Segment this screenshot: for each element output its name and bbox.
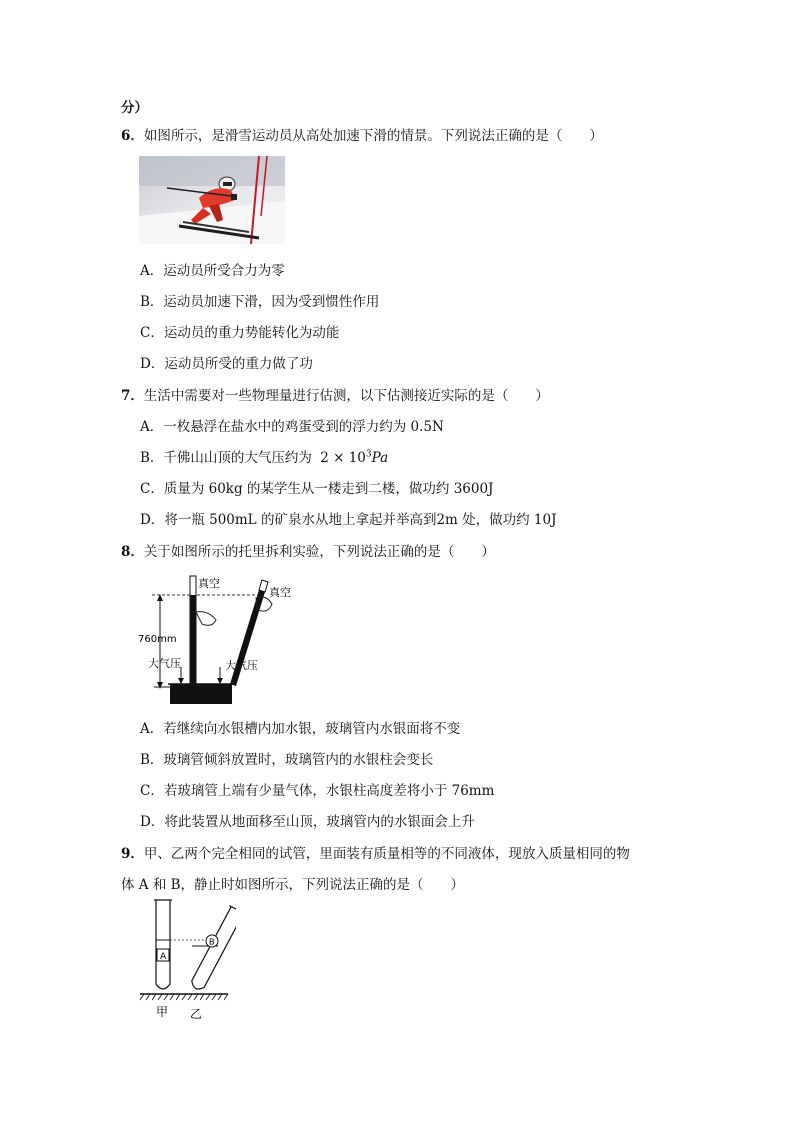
question-6-option-c: C．运动员的重力势能转化为动能 (140, 325, 340, 341)
fig8-label-atm-1: 大气压 (148, 657, 181, 670)
fig8-label-vacuum-1: 真空 (198, 577, 220, 590)
question-7-stem: 生活中需要对一些物理量进行估测，以下估测接近实际的是（ ） (143, 388, 549, 404)
question-7-number: 7． (121, 388, 144, 404)
question-7-option-b-exponent: 3 (365, 449, 372, 460)
question-8-option-a: A．若继续向水银槽内加水银，玻璃管内水银面将不变 (140, 721, 461, 737)
fig8-label-vacuum-2: 真空 (269, 586, 291, 599)
question-6-number: 6． (121, 128, 144, 144)
question-6-option-a: A．运动员所受合力为零 (140, 263, 285, 279)
question-6 (121, 124, 603, 144)
question-7-option-b-text: B．千佛山山顶的大气压约为 (140, 450, 312, 466)
question-7-option-a: A．一枚悬浮在盐水中的鸡蛋受到的浮力约为 0.5N (140, 419, 444, 435)
question-8-option-b: B．玻璃管倾斜放置时，玻璃管内的水银柱会变长 (140, 752, 434, 768)
question-8-option-c: C．若玻璃管上端有少量气体，水银柱高度差将小于 76mm (140, 783, 495, 799)
question-7-option-b-math: 2 × 10 (320, 450, 366, 466)
question-8-stem: 关于如图所示的托里拆利实验，下列说法正确的是（ ） (143, 544, 495, 560)
question-9-stem-line-1: 甲、乙两个完全相同的试管，里面装有质量相等的不同液体，现放入质量相同的物 (143, 846, 630, 862)
test-tubes-diagram (136, 896, 236, 1022)
question-6-option-b: B．运动员加速下滑，因为受到惯性作用 (140, 294, 380, 310)
question-7-option-d: D．将一瓶 500mL 的矿泉水从地上拿起并举高到2m 处，做功约 10J (140, 512, 557, 528)
question-9-stem-line-2: 体 A 和 B，静止时如图所示，下列说法正确的是（ ） (121, 877, 465, 893)
fig9-label-jia: 甲 (156, 1005, 169, 1019)
fig9-label-b: B (209, 937, 215, 947)
question-6-stem: 如图所示，是滑雪运动员从高处加速下滑的情景。下列说法正确的是（ ） (143, 128, 603, 144)
question-8-option-d: D．将此装置从地面移至山顶，玻璃管内的水银面会上升 (140, 814, 475, 830)
question-7 (121, 384, 549, 404)
fig9-label-yi: 乙 (190, 1007, 203, 1021)
question-7-option-c: C．质量为 60kg 的某学生从一楼走到二楼，做功约 3600J (140, 481, 494, 497)
question-6-option-d: D．运动员所受的重力做了功 (140, 356, 313, 372)
skier-photo (139, 156, 285, 244)
torricelli-experiment-diagram (138, 570, 298, 708)
fig9-label-a: A (160, 952, 167, 962)
fig8-label-height: 760mm (138, 634, 177, 645)
question-9-number: 9． (121, 846, 144, 862)
question-7-option-b-unit: Pa (371, 450, 389, 466)
question-8-number: 8． (121, 544, 144, 560)
question-9-line-1 (121, 842, 630, 862)
question-7-option-b (140, 446, 388, 466)
page-header-fragment: 分） (121, 100, 148, 116)
fig8-label-atm-2: 大气压 (225, 659, 258, 672)
question-8 (121, 540, 495, 560)
